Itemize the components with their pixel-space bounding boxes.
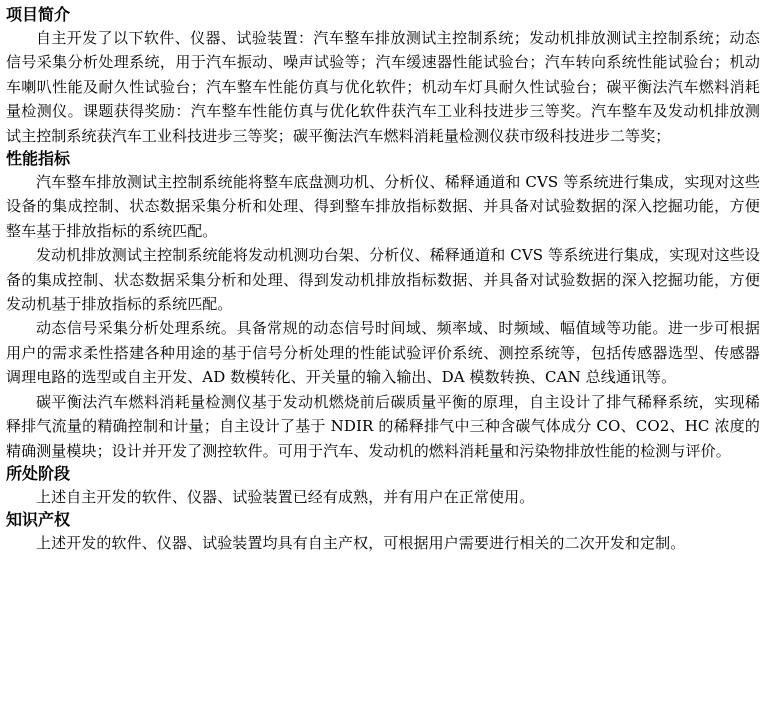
paragraph: 汽车整车排放测试主控制系统能将整车底盘测功机、分析仪、稀释通道和 CVS 等系统进行集成，实现对这些设备的集成控制、状态数据采集分析和处理、得到整车排放指标数据、并具备对试验数据的深入挖掘功能，方便整车基于排放指标的系统匹配。: [6, 173, 760, 240]
section-project-intro: [6, 4, 760, 148]
section-performance: [6, 148, 760, 463]
paragraph: 上述开发的软件、仪器、试验装置均具有自主产权，可根据用户需要进行相关的二次开发和定制。: [36, 534, 686, 553]
section-stage: [6, 463, 760, 509]
section-title: 知识产权: [6, 510, 71, 530]
paragraph: 发动机排放测试主控制系统能将发动机测功台架、分析仪、稀释通道和 CVS 等系统进行集成，实现对这些设备的集成控制、状态数据采集分析和处理、得到发动机排放指标数据、并具备对试验数据的深入挖掘功能，方便发动机基于排放指标的系统匹配。: [6, 246, 760, 314]
section-title: 项目简介: [6, 5, 71, 24]
paragraph: 自主开发了以下软件、仪器、试验装置：汽车整车排放测试主控制系统；发动机排放测试主控制系统；动态信号采集分析处理系统，用于汽车振动、噪声试验等；汽车缓速器性能试验台；汽车转向系统性能试验台；机动车喇叭性能及耐久性试验台；汽车整车性能仿真与优化软件；机动车灯具耐久性试验台；碳平衡法汽车燃料消耗量检测仪。课题获得奖励：汽车整车性能仿真与优化软件获汽车工业科技进步三等奖。汽车整车及发动机排放测试主控制系统获汽车工业科技进步三等奖；碳平衡法汽车燃料消耗量检测仪获市级科技进步二等奖；: [6, 29, 760, 145]
section-title: 所处阶段: [6, 463, 71, 483]
paragraph: 动态信号采集分析处理系统。具备常规的动态信号时间域、频率域、时频域、幅值域等功能。进一步可根据用户的需求柔性搭建各种用途的基于信号分析处理的性能试验评价系统、测控系统等，包括传感器选型、传感器调理电路的选型或自主开发、AD 数模转化、开关量的输入输出、DA 模数转换、CAN 总线通讯等。: [6, 319, 760, 387]
paragraph: 上述自主开发的软件、仪器、试验装置已经有成熟，并有用户在正常使用。: [36, 487, 535, 506]
section-title: 性能指标: [6, 149, 71, 169]
section-ip: [6, 509, 760, 555]
paragraph: 碳平衡法汽车燃料消耗量检测仪基于发动机燃烧前后碳质量平衡的原理，自主设计了排气稀释系统，实现稀释排气流量的精确控制和计量；自主设计了基于 NDIR 的稀释排气中三种含碳气体成分 CO、CO2、HC 浓度的精确测量模块；设计并开发了测控软件。可用于汽车、发动机的燃料消耗量和污染物排放性能的检测与评价。: [6, 392, 760, 460]
